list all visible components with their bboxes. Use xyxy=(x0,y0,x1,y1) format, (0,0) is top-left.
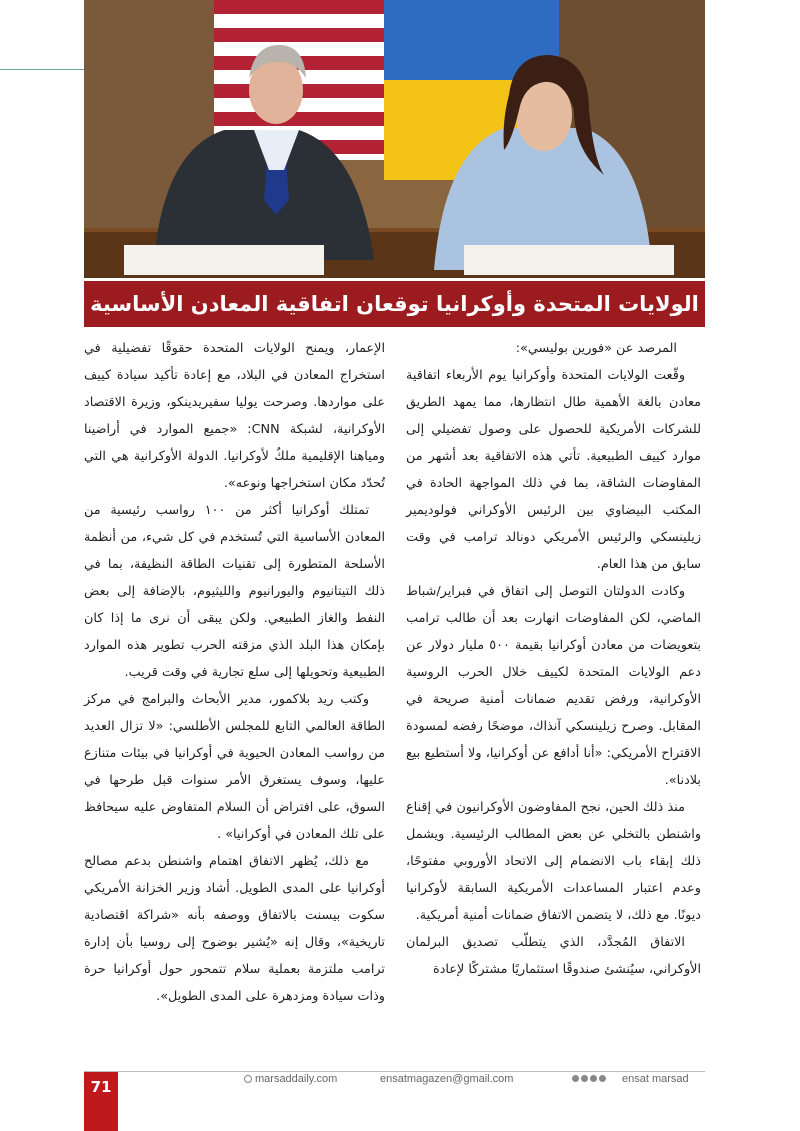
article-paragraph: وكتب ريد بلاكمور، مدير الأبحاث والبرامج في مركز الطاقة العالمي التابع للمجلس الأطلسي: «لا تزال العديد من رواسب المعادن الحيوية في أوكرانيا في بيئات متنازع عليها، وسوف يستغرق الأمر سنوات قبل طرحها في السوق، على افتراض أن السلام المتفاوض عليه سيحافظ على تلك المعادن في أوكرانيا» . xyxy=(84,692,385,842)
article-column-right xyxy=(406,335,701,983)
instagram-icon[interactable] xyxy=(590,1075,597,1082)
signing-ceremony-photo xyxy=(84,0,705,278)
footer-website-text: marsaddaily.com xyxy=(255,1073,338,1085)
article-paragraph: وقّعت الولايات المتحدة وأوكرانيا يوم الأربعاء اتفاقية معادن بالغة الأهمية طال انتظارها، مما يمهد الطريق للشركات الأمريكية للحصول على وصول تفضيلي إلى موارد كييف الطبيعية. تأتي هذه الاتفاقية بعد أشهر من المفاوضات الشاقة، بما في ذلك المواجهة الحادة في المكتب البيضاوي بين الرئيس الأوكراني فولوديمير زيلينسكي والرئيس الأمريكي دونالد ترامب في وقت سابق من هذا العام. xyxy=(406,368,701,572)
social-icons xyxy=(572,1075,606,1082)
article-paragraph: مع ذلك، يُظهر الاتفاق اهتمام واشنطن بدعم مصالح أوكرانيا على المدى الطويل. أشاد وزير الخزانة الأمريكي سكوت بيسنت بالاتفاق ووصفه بأنه «شراكة اقتصادية تاريخية»، وقال إنه «يُشير بوضوح إلى روسيا بأن إدارة ترامب ملتزمة بعملية سلام تتمحور حول أوكرانيا حرة وذات سيادة ومزدهرة على المدى الطويل». xyxy=(84,854,385,1004)
facebook-icon[interactable] xyxy=(572,1075,579,1082)
article-paragraph: وكادت الدولتان التوصل إلى اتفاق في فبراير/شباط الماضي، لكن المفاوضات انهارت بعد أن طالب ترامب بتعويضات من معادن أوكرانيا بقيمة ٥٠٠ مليار دولار عن دعم الولايات المتحدة لكييف خلال الحرب الروسية الأوكرانية، ورفض تقديم ضمانات أمنية صريحة في المقابل. وصرح زيلينسكي آنذاك، موضحًا رفضه لمسودة الاقتراح الأمريكي: «أنا أدافع عن أوكرانيا، ولا أستطيع بيع بلادنا». xyxy=(406,584,701,788)
twitter-icon[interactable] xyxy=(581,1075,588,1082)
article-paragraph: منذ ذلك الحين، نجح المفاوضون الأوكرانيون في إقناع واشنطن بالتخلي عن بعض المطالب الرئيسية. ويشمل ذلك إبقاء باب الانضمام إلى الاتحاد الأوروبي مفتوحًا، وعدم اعتبار المساعدات الأمريكية السابقة لأوكرانيا ديونًا. مع ذلك، لا يتضمن الاتفاق ضمانات أمنية أمريكية. xyxy=(406,800,701,923)
footer-email[interactable]: ensatmagazen@gmail.com xyxy=(380,1073,514,1085)
article-paragraph: تمتلك أوكرانيا أكثر من ١٠٠ رواسب رئيسية من المعادن الأساسية التي تُستخدم في كل شيء، من أنظمة الأسلحة المتطورة إلى تقنيات الطاقة النظيفة، بما في ذلك التيتانيوم واليورانيوم والليثيوم، بالإضافة إلى بعض النفط والغاز الطبيعي. ولكن يبقى أن نرى ما إذا كان بإمكان هذا البلد الذي مزقته الحرب تطوير هذه الموارد الطبيعية وتحويلها إلى سلع تجارية في وقت قريب. xyxy=(84,503,385,680)
page-number: 71 xyxy=(90,1078,112,1096)
article-column-left xyxy=(84,335,385,1010)
decorative-accent-line xyxy=(0,69,84,70)
youtube-icon[interactable] xyxy=(599,1075,606,1082)
article-headline-bar xyxy=(84,281,705,327)
footer-brand: ensat marsad xyxy=(622,1073,689,1085)
article-headline: الولايات المتحدة وأوكرانيا توقعان اتفاقية المعادن الأساسية xyxy=(90,292,699,316)
article-paragraph: الاتفاق المُجدَّد، الذي يتطلّب تصديق البرلمان الأوكراني، سيُنشئ صندوقًا استثماريًا مشتركًا لإعادة xyxy=(406,935,701,977)
article-paragraph: الإعمار، ويمنح الولايات المتحدة حقوقًا تفضيلية في استخراج المعادن في البلاد، مع إعادة تأكيد سيادة كييف على مواردها. وصرحت يوليا سفيريدينكو، وزيرة الاقتصاد الأوكرانية، لشبكة CNN: «جميع الموارد في أراضينا ومياهنا الإقليمية ملكٌ لأوكرانيا. الدولة الأوكرانية هي التي تُحدّد مكان استخراجها ونوعه». xyxy=(84,341,385,491)
footer-website[interactable] xyxy=(244,1071,337,1087)
article-paragraph: المرصد عن «فورين بوليسي»: xyxy=(515,341,677,356)
globe-icon xyxy=(244,1075,252,1083)
